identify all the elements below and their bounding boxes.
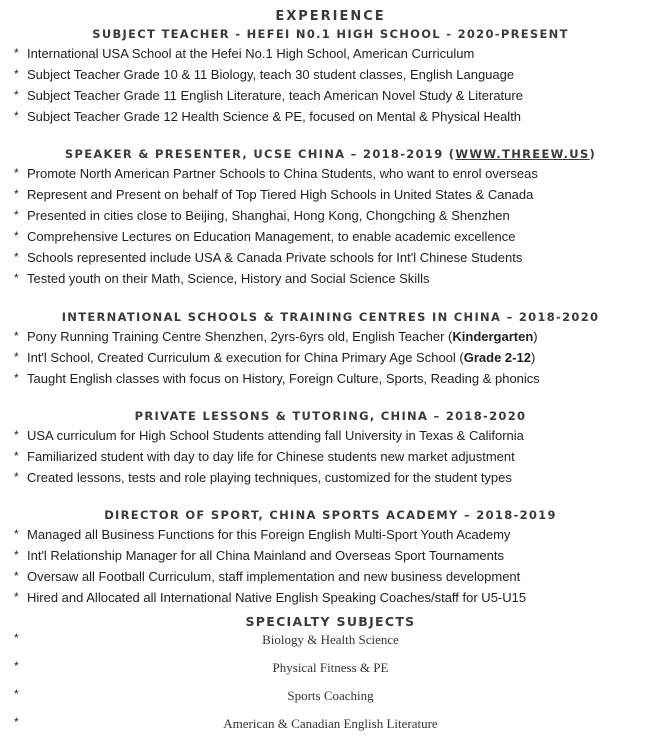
section-title: SUBJECT TEACHER - HEFEI N0.1 HIGH SCHOOL - 2020-PRESENT [92,27,569,41]
list-item: * International USA School at the Hefei No.1 High School, American Curriculum [14,46,475,61]
list-item: * Comprehensive Lectures on Education Management, to enable academic excellence [14,229,516,244]
list-item: * Created lessons, tests and role playing techniques, customized for the student types [14,470,512,485]
list-item: * USA curriculum for High School Students attending fall University in Texas & California [14,428,524,443]
list-item: * Presented in cities close to Beijing, Shanghai, Hong Kong, Chongching & Shenzhen [14,208,510,223]
list-item: * Tested youth on their Math, Science, History and Social Science Skills [14,271,430,286]
specialty-item: * Physical Fitness & PE [14,659,389,675]
list-item: * Int'l Relationship Manager for all China Mainland and Overseas Sport Tournaments [14,548,505,563]
list-item: * Subject Teacher Grade 12 Health Science & PE, focused on Mental & Physical Health [14,109,522,124]
list-item: * Managed all Business Functions for this Foreign English Multi-Sport Youth Academy [14,527,511,542]
specialty-item: * Sports Coaching [14,687,374,703]
list-item: * Promote North American Partner Schools to China Students, who want to enrol overseas [14,166,538,181]
specialty-item: * Biology & Health Science [14,631,399,647]
section-title: SPEAKER & PRESENTER, UCSE CHINA – 2018-2019 (WWW.THREEW.US) [64,147,597,161]
section-speaker-presenter [0,146,661,289]
list-item: * Taught English classes with focus on History, Foreign Culture, Sports, Reading & phonics [14,371,540,386]
section-title: DIRECTOR OF SPORT, CHINA SPORTS ACADEMY – 2018-2019 [104,508,557,522]
list-item: * Subject Teacher Grade 10 & 11 Biology, teach 30 student classes, English Language [14,67,515,82]
list-item: * Oversaw all Football Curriculum, staff implementation and new business development [14,569,521,584]
section-director-of-sport [0,507,661,608]
section-subject-teacher [0,26,661,127]
section-title: INTERNATIONAL SCHOOLS & TRAINING CENTRES IN CHINA – 2018-2020 [61,310,600,324]
list-item: * Int'l School, Created Curriculum & execution for China Primary Age School (Grade 2-12) [14,350,536,365]
section-items [0,43,661,127]
list-item: * Pony Running Training Centre Shenzhen, 2yrs-6yrs old, English Teacher (Kindergarten) [14,329,538,344]
experience-heading: EXPERIENCE [275,9,386,24]
list-item: * Represent and Present on behalf of Top Tiered High Schools in United States & Canada [14,187,534,202]
list-item: * Schools represented include USA & Canada Private schools for Int'l Chinese Students [14,250,523,265]
list-item: * Familiarized student with day to day life for Chinese students new market adjustment [14,449,515,464]
specialty-item: * American & Canadian English Literature [14,715,438,731]
section-items [0,163,661,289]
list-item: * Hired and Allocated all International Native English Speaking Coaches/staff for U5-U15 [14,590,527,605]
specialty-subjects-heading: SPECIALTY SUBJECTS [245,614,416,629]
section-items [0,425,661,488]
section-items [0,326,661,389]
section-title: PRIVATE LESSONS & TUTORING, CHINA – 2018-2020 [134,409,527,423]
list-item: * Subject Teacher Grade 11 English Literature, teach American Novel Study & Literature [14,88,523,103]
section-international-schools [0,309,661,389]
section-private-lessons [0,408,661,488]
section-items [0,524,661,608]
website-link[interactable]: WWW.THREEW.US [455,147,590,161]
